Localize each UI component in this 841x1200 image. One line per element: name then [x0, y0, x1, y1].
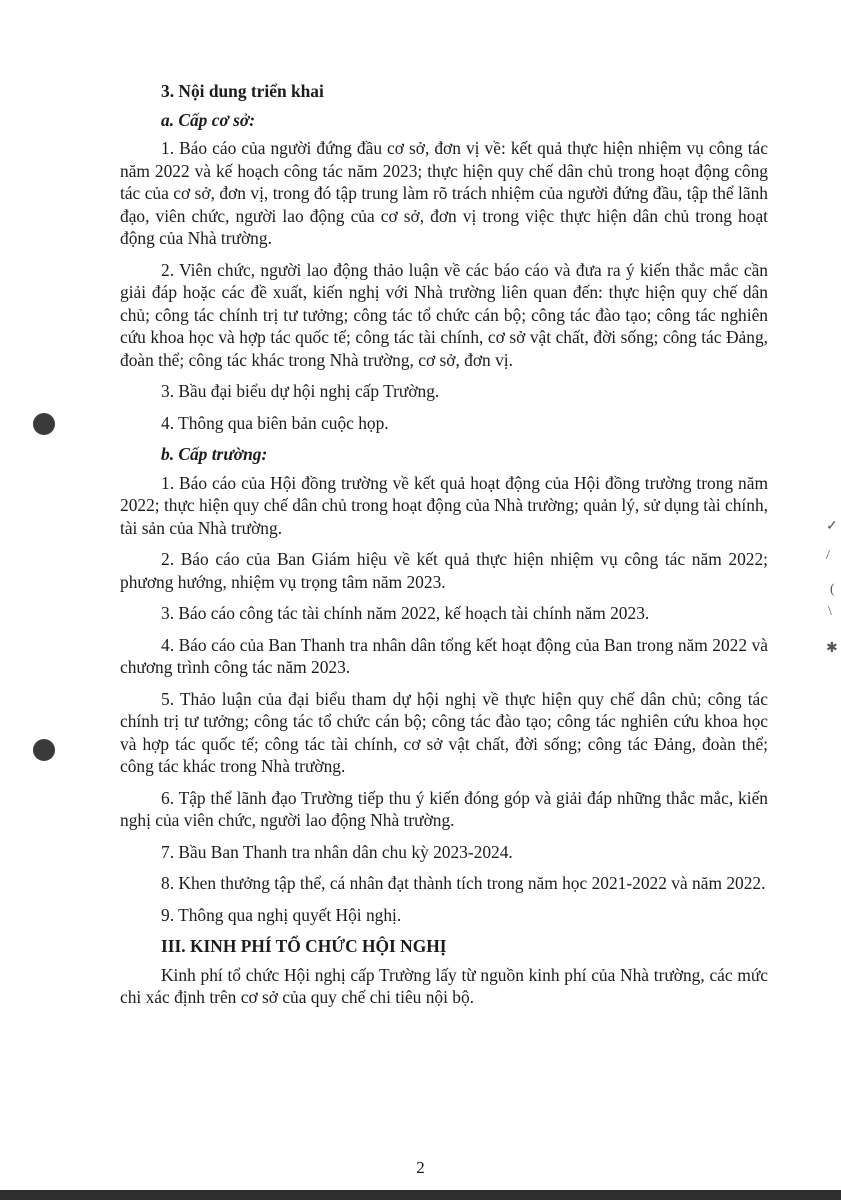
section-heading: 3. Nội dung triển khai [161, 81, 324, 101]
paragraph: 4. Báo cáo của Ban Thanh tra nhân dân tổng kết hoạt động của Ban trong năm 2022 và chương trình công tác năm 2023. [120, 634, 768, 677]
paragraph: 7. Bầu Ban Thanh tra nhân dân chu kỳ 2023-2024. [161, 841, 513, 862]
paragraph: 1. Báo cáo của người đứng đầu cơ sở, đơn vị về: kết quả thực hiện nhiệm vụ công tác năm 2022 và kế hoạch công tác năm 2023; thực hiện quy chế dân chủ trong hoạt động công tác của cơ sở, đơn vị, trong đó tập trung làm rõ trách nhiệm của người đứng đầu, tập thể lãnh đạo, viên chức, người lao động của cơ sở, đơn vị trong việc thực hiện dân chủ trong hoạt động của Nhà trường. [120, 138, 768, 248]
paragraph: 8. Khen thưởng tập thể, cá nhân đạt thành tích trong năm học 2021-2022 và năm 2022. [161, 873, 766, 893]
punch-hole [33, 413, 55, 435]
paragraph: 1. Báo cáo của Hội đồng trường về kết quả hoạt động của Hội đồng trường trong năm 2022; thực hiện quy chế dân chủ trong hoạt động của Nhà trường; quản lý, sử dụng tài chính, tài sản của Nhà trường. [120, 472, 768, 538]
scan-mark: ✱ [826, 641, 838, 656]
scan-edge [0, 1190, 841, 1200]
section-heading-iii: III. KINH PHÍ TỔ CHỨC HỘI NGHỊ [161, 936, 447, 956]
document-body [120, 80, 768, 1018]
subsection-heading-b: b. Cấp trường: [161, 444, 268, 464]
subsection-heading-a: a. Cấp cơ sở: [161, 109, 256, 130]
scan-mark: \ [828, 604, 832, 619]
paragraph: 2. Báo cáo của Ban Giám hiệu về kết quả thực hiện nhiệm vụ công tác năm 2022; phương hướng, nhiệm vụ trọng tâm năm 2023. [120, 549, 768, 592]
scan-mark: ✓ [826, 519, 838, 534]
paragraph: 4. Thông qua biên bản cuộc họp. [161, 412, 389, 433]
page-number: 2 [416, 1158, 425, 1177]
paragraph: 9. Thông qua nghị quyết Hội nghị. [161, 904, 402, 925]
paragraph: 3. Báo cáo công tác tài chính năm 2022, kế hoạch tài chính năm 2023. [161, 603, 650, 623]
paragraph: 2. Viên chức, người lao động thảo luận về các báo cáo và đưa ra ý kiến thắc mắc cần giải đáp hoặc các đề xuất, kiến nghị với Nhà trường liên quan đến: thực hiện quy chế dân chủ; công tác chính trị tư tưởng; công tác tổ chức cán bộ; công tác đào tạo; công tác nghiên cứu khoa học và hợp tác quốc tế; công tác tài chính, cơ sở vật chất, đời sống; công tác Đảng, đoàn thể; công tác khác trong Nhà trường, cơ sở, đơn vị. [120, 259, 768, 370]
paragraph: 5. Thảo luận của đại biểu tham dự hội nghị về thực hiện quy chế dân chủ; công tác chính trị tư tưởng; công tác tổ chức cán bộ; công tác đào tạo; công tác nghiên cứu khoa học và hợp tác quốc tế; công tác tài chính, cơ sở vật chất, đời sống; công tác Đảng, đoàn thể; công tác khác trong Nhà trường. [120, 688, 768, 776]
scan-mark: / [826, 548, 830, 563]
paragraph: 3. Bầu đại biểu dự hội nghị cấp Trường. [161, 381, 440, 401]
punch-hole [33, 739, 55, 761]
paragraph: 6. Tập thể lãnh đạo Trường tiếp thu ý kiến đóng góp và giải đáp những thắc mắc, kiến nghị của viên chức, người lao động Nhà trường. [120, 787, 768, 830]
paragraph: Kinh phí tổ chức Hội nghị cấp Trường lấy từ nguồn kinh phí của Nhà trường, các mức chi xác định trên cơ sở của quy chế chi tiêu nội bộ. [120, 964, 768, 1007]
scan-mark: ( [830, 582, 835, 597]
